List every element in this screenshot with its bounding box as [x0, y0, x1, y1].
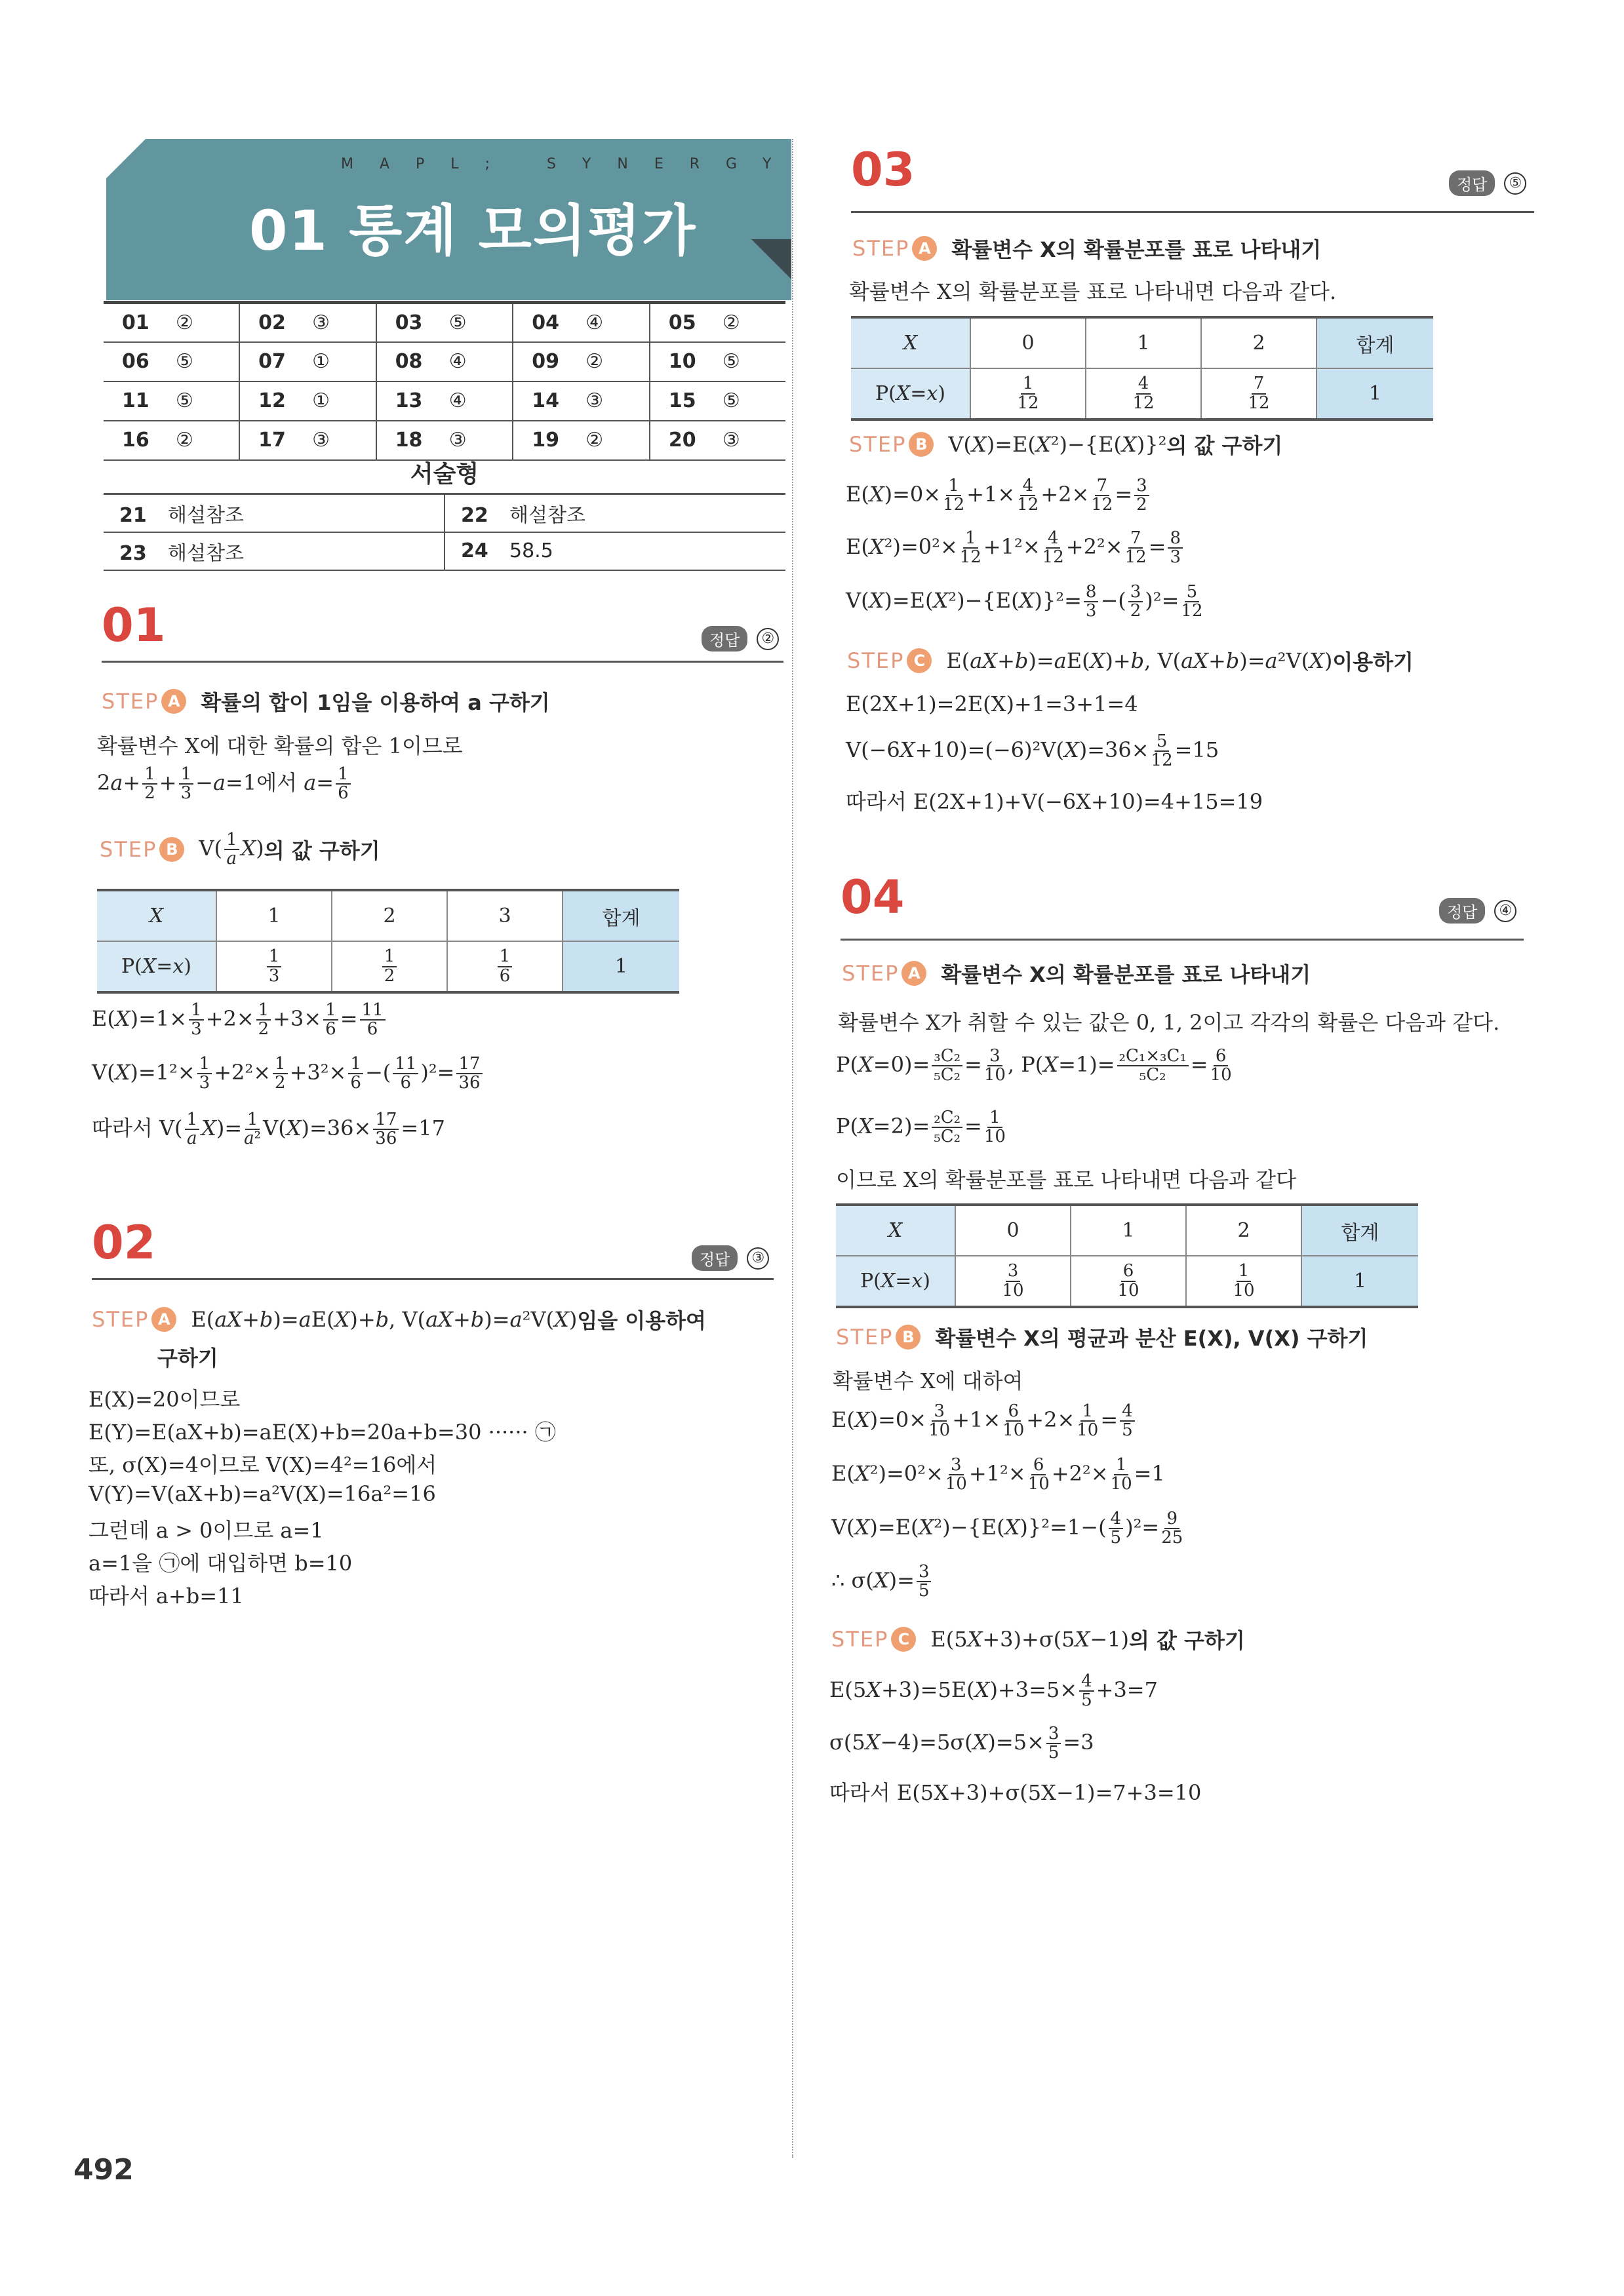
answer-cell [239, 342, 376, 381]
question-number: 12 [258, 389, 286, 412]
question-number: 21 [119, 503, 147, 527]
answer-cell [104, 421, 239, 460]
text-line: 확률변수 X에 대한 확률의 합은 1이므로 [97, 733, 463, 758]
problem-04-answer [1439, 898, 1516, 924]
chapter-title: 01 통계 모의평가 [249, 199, 697, 263]
answer-tag: 정답 [702, 626, 747, 652]
math-line: ∴ σ(X)= $\frac{3}{5}$ [831, 1563, 933, 1601]
essay-answer: 해설참조 [168, 541, 244, 565]
problem-01-number: 01 [102, 598, 166, 652]
text-line: E(Y)=E(aX+b)=aE(X)+b=20a+b=30 ······ ㉠ [89, 1420, 556, 1445]
question-number: 22 [461, 503, 488, 527]
step-a-heading-cont: 구하기 [157, 1346, 218, 1371]
question-number: 03 [395, 311, 423, 334]
divider-line [102, 661, 783, 663]
answer-cell [513, 421, 650, 460]
text-line: 따라서 E(5X+3)+σ(5X−1)=7+3=10 [829, 1780, 1202, 1805]
distribution-table-01: X 1 2 3 합계 P(X=x) $\frac{1}{3}$ $\frac{1}{2}$ $\frac{1}{6}$ 1 [97, 889, 679, 994]
math-line: P(X=0)= $\frac{\text{₃C₂}}{\text{₅C₂}}$ = $\frac{3}{10}$ , P(X=1)= $\frac{\text{₂C₁×₃C₁}}{\text{₅C₂}}$ = $\frac{6}{10}$ [836, 1046, 1232, 1085]
text-line: 확률변수 X에 대하여 [833, 1369, 1023, 1393]
text-line: 확률변수 X의 확률분포를 표로 나타내면 다음과 같다. [849, 279, 1337, 304]
problem-01-answer [702, 626, 779, 652]
text-line: 따라서 E(2X+1)+V(−6X+10)=4+15=19 [846, 789, 1263, 814]
distribution-table-04: X 0 1 2 합계 P(X=x) $\frac{3}{10}$ $\frac{6}{10}$ $\frac{1}{10}$ 1 [836, 1203, 1418, 1308]
distribution-table-03: X 0 1 2 합계 P(X=x) $\frac{1}{12}$ $\frac{4}{12}$ $\frac{7}{12}$ 1 [851, 316, 1433, 421]
answer-choice: ③ [448, 429, 467, 452]
divider-line [841, 939, 1524, 941]
math-line: E(X²)=0²× $\frac{3}{10}$ +1²× $\frac{6}{10}$ +2²× $\frac{1}{10}$ =1 [831, 1455, 1165, 1494]
answer-choice: ② [585, 429, 604, 452]
math-line: V(X)=E(X²)−{E(X)}²=1−( $\frac{4}{5}$ )²= $\frac{9}{25}$ [831, 1509, 1183, 1548]
step-b-heading: STEP B 확률변수 X의 평균과 분산 E(X), V(X) 구하기 [836, 1325, 1368, 1351]
answer-cell [104, 342, 239, 381]
essay-cell [445, 532, 785, 570]
text-line: 확률변수 X가 취할 수 있는 값은 0, 1, 2이고 각각의 확률은 다음과 같다. [838, 1010, 1500, 1035]
answer-cell [513, 303, 650, 342]
question-number: 24 [461, 539, 488, 562]
question-number: 02 [258, 311, 286, 334]
answer-choice: ② [176, 429, 193, 452]
math-line: E(X)=1× $\frac{1}{3}$ +2× $\frac{1}{2}$ +3× $\frac{1}{6}$ = $\frac{11}{6}$ [92, 1002, 387, 1039]
math-line: E(X²)=0²× $\frac{1}{12}$ +1²× $\frac{4}{12}$ +2²× $\frac{7}{12}$ = $\frac{8}{3}$ [846, 530, 1185, 567]
math-line: E(X)=0× $\frac{1}{12}$ +1× $\frac{4}{12}$ +2× $\frac{7}{12}$ = $\frac{3}{2}$ [846, 477, 1151, 515]
answer-cell [104, 381, 239, 421]
math-line: σ(5X−4)=5σ(X)=5× $\frac{3}{5}$ =3 [829, 1724, 1094, 1763]
column-divider [792, 139, 793, 2158]
answer-row [104, 421, 785, 460]
question-number: 06 [122, 350, 149, 373]
answer-choice: ⑤ [176, 389, 193, 412]
answer-cell [239, 421, 376, 460]
answer-choice: ⑤ [448, 311, 467, 334]
answer-choice: ② [757, 628, 779, 650]
step-b-heading: STEP B V( $\frac{1}{a}$ X) 의 값 구하기 [100, 830, 380, 869]
answer-tag: 정답 [1449, 170, 1495, 196]
header-corner-cut [106, 139, 146, 178]
answer-cell [239, 303, 376, 342]
question-number: 13 [395, 389, 423, 412]
step-c-heading: STEP C E(aX+b)=aE(X)+b, V(aX+b)=a²V(X) 이용하기 [847, 648, 1414, 674]
problem-03-answer [1449, 170, 1526, 196]
answer-tag: 정답 [1439, 898, 1485, 924]
answer-choice: ③ [722, 429, 740, 452]
math-line: 따라서 V( $\frac{1}{a}$ X)= $\frac{1}{\text{a²}}$ V(X)=36× $\frac{17}{36}$ =17 [92, 1110, 445, 1149]
step-c-heading: STEP C E(5X+3)+σ(5X−1) 의 값 구하기 [831, 1627, 1245, 1653]
answer-cell [376, 421, 513, 460]
question-number: 07 [258, 350, 286, 373]
answer-cell [650, 381, 785, 421]
math-line: 2a+ $\frac{1}{2}$ + $\frac{1}{3}$ −a=1에서 a= $\frac{1}{6}$ [97, 766, 353, 803]
answer-cell [650, 421, 785, 460]
math-line: V(X)=1²× $\frac{1}{3}$ +2²× $\frac{1}{2}$ +3²× $\frac{1}{6}$ −( $\frac{11}{6}$ )²= $\frac{17}{36}$ [92, 1055, 485, 1093]
essay-section-title: 서술형 [410, 461, 479, 488]
page-number: 492 [73, 2153, 134, 2187]
answer-cell [650, 342, 785, 381]
answer-choice: ③ [312, 311, 330, 334]
text-line: V(Y)=V(aX+b)=a²V(X)=16a²=16 [89, 1481, 436, 1506]
answer-choice: ④ [585, 311, 604, 334]
question-number: 16 [122, 429, 149, 452]
question-number: 09 [532, 350, 560, 373]
essay-row [104, 532, 785, 570]
answer-tag: 정답 [692, 1245, 738, 1271]
answer-cell [650, 303, 785, 342]
essay-row [104, 494, 785, 532]
text-line: 이므로 X의 확률분포를 표로 나타내면 다음과 같다 [836, 1167, 1297, 1192]
math-line: E(5X+3)=5E(X)+3=5× $\frac{4}{5}$ +3=7 [829, 1671, 1158, 1711]
answer-choice: ① [312, 350, 330, 373]
step-a-heading: STEP A 확률의 합이 1임을 이용하여 a 구하기 [102, 689, 550, 715]
math-line: V(X)=E(X²)−{E(X)}²= $\frac{8}{3}$ −( $\frac{3}{2}$ )²= $\frac{5}{12}$ [846, 582, 1203, 621]
answer-cell [104, 303, 239, 342]
answer-choice: ② [176, 311, 193, 334]
step-a-heading: STEP A E(aX+b)=aE(X)+b, V(aX+b)=a²V(X) 임을 이용하여 [92, 1307, 706, 1333]
question-number: 18 [395, 429, 423, 452]
answer-cell [239, 381, 376, 421]
answer-choice: ⑤ [176, 350, 193, 373]
answer-row [104, 342, 785, 381]
step-b-heading: STEP B V(X)=E(X²)−{E(X)}² 의 값 구하기 [849, 432, 1283, 458]
problem-02-answer [692, 1245, 769, 1271]
problem-03-number: 03 [851, 143, 915, 197]
question-number: 10 [668, 350, 696, 373]
math-line: E(X)=0× $\frac{3}{10}$ +1× $\frac{6}{10}$ +2× $\frac{1}{10}$ = $\frac{4}{5}$ [831, 1403, 1137, 1440]
answer-choice: ③ [747, 1247, 769, 1270]
answer-key-table [104, 301, 785, 461]
question-number: 19 [532, 429, 560, 452]
question-number: 11 [122, 389, 149, 412]
answer-cell [513, 342, 650, 381]
answer-choice: ① [312, 389, 330, 412]
answer-choice: ④ [1494, 900, 1516, 922]
answer-choice: ④ [448, 389, 467, 412]
math-line: P(X=2)= $\frac{\text{₂C₂}}{\text{₅C₂}}$ = $\frac{1}{10}$ [836, 1108, 1006, 1147]
math-line: V(−6X+10)=(−6)²V(X)=36× $\frac{5}{12}$ =15 [846, 731, 1219, 771]
divider-line [92, 1278, 774, 1280]
essay-answer: 58.5 [509, 539, 553, 562]
answer-choice: ② [722, 311, 740, 334]
question-number: 08 [395, 350, 423, 373]
text-line: E(2X+1)=2E(X)+1=3+1=4 [846, 691, 1138, 716]
answer-cell [376, 303, 513, 342]
answer-choice: ⑤ [1504, 172, 1526, 195]
header-fold [751, 239, 791, 279]
text-line: a=1을 ㉠에 대입하면 b=10 [89, 1551, 353, 1576]
answer-cell [376, 342, 513, 381]
text-line: 그런데 a > 0이므로 a=1 [89, 1518, 324, 1543]
question-number: 01 [122, 311, 149, 334]
essay-cell [104, 532, 445, 570]
answer-choice: ⑤ [722, 389, 740, 412]
question-number: 17 [258, 429, 286, 452]
answer-choice: ③ [312, 429, 330, 452]
text-line: E(X)=20이므로 [89, 1387, 241, 1412]
answer-choice: ② [585, 350, 604, 373]
answer-row [104, 303, 785, 342]
essay-cell [104, 494, 445, 532]
step-a-heading: STEP A 확률변수 X의 확률분포를 표로 나타내기 [852, 236, 1322, 262]
question-number: 15 [668, 389, 696, 412]
essay-answer: 해설참조 [168, 503, 244, 527]
answer-choice: ③ [585, 389, 604, 412]
series-label: MAPL; SYNERGY [341, 156, 798, 172]
answer-cell [513, 381, 650, 421]
answer-choice: ④ [448, 350, 467, 373]
question-number: 23 [119, 541, 147, 565]
essay-answer: 해설참조 [509, 503, 585, 527]
answer-row [104, 381, 785, 421]
problem-04-number: 04 [841, 870, 905, 924]
step-a-heading: STEP A 확률변수 X의 확률분포를 표로 나타내기 [842, 961, 1311, 987]
question-number: 14 [532, 389, 560, 412]
question-number: 05 [668, 311, 696, 334]
divider-line [851, 211, 1534, 213]
problem-02-number: 02 [92, 1216, 156, 1270]
essay-cell [445, 494, 785, 532]
text-line: 또, σ(X)=4이므로 V(X)=4²=16에서 [89, 1452, 437, 1477]
question-number: 04 [532, 311, 560, 334]
answer-choice: ⑤ [722, 350, 740, 373]
essay-answer-table [104, 493, 785, 571]
text-line: 따라서 a+b=11 [89, 1584, 244, 1608]
question-number: 20 [668, 429, 696, 452]
answer-cell [376, 381, 513, 421]
